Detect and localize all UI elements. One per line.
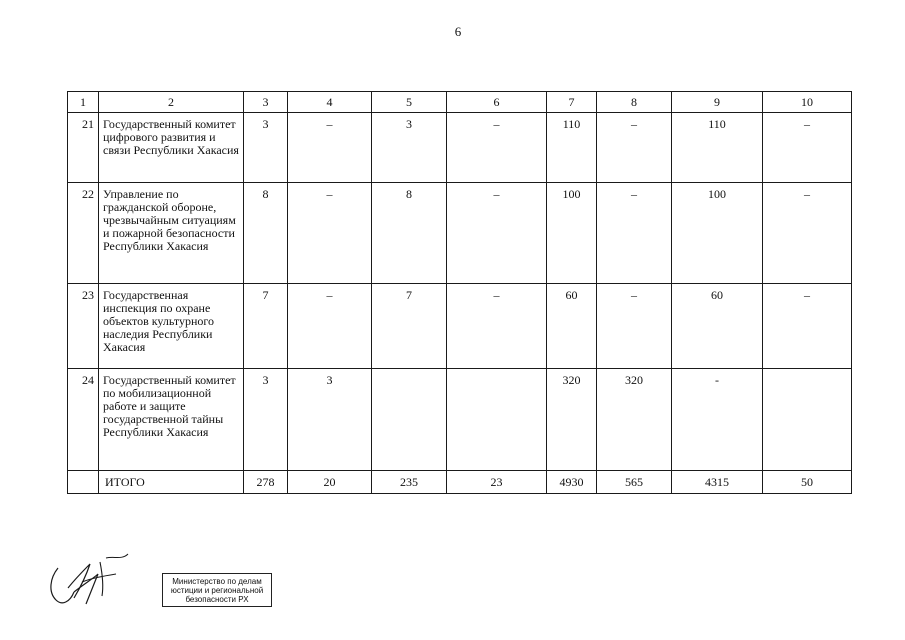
row-value: 60: [672, 284, 763, 369]
total-value: 565: [597, 471, 672, 494]
row-value: –: [447, 183, 547, 284]
total-label: ИТОГО: [99, 471, 244, 494]
row-value: [763, 369, 852, 471]
handwritten-signature: [44, 548, 134, 610]
ministry-stamp: [162, 573, 272, 607]
row-value: [447, 369, 547, 471]
row-value: –: [597, 113, 672, 183]
row-name: Государственный комитет цифрового развития и связи Республики Хакасия: [99, 113, 244, 183]
total-value: 20: [288, 471, 372, 494]
row-value: -: [672, 369, 763, 471]
row-name: Государственный комитет по мобилизационной работе и защите государственной тайны Республики Хакасия: [99, 369, 244, 471]
column-header: 4: [288, 92, 372, 113]
row-value: 110: [547, 113, 597, 183]
table-row: [68, 284, 852, 369]
row-number: 23: [68, 284, 99, 369]
column-header: 8: [597, 92, 672, 113]
row-value: 60: [547, 284, 597, 369]
column-header: 3: [244, 92, 288, 113]
total-row: [68, 471, 852, 494]
row-value: –: [288, 183, 372, 284]
column-header: 7: [547, 92, 597, 113]
row-value: [372, 369, 447, 471]
row-value: 3: [288, 369, 372, 471]
row-value: –: [288, 113, 372, 183]
row-name: Управление по гражданской обороне, чрезвычайным ситуациям и пожарной безопасности Республики Хакасия: [99, 183, 244, 284]
row-value: 320: [547, 369, 597, 471]
column-header: 10: [763, 92, 852, 113]
row-value: 100: [672, 183, 763, 284]
row-value: 8: [244, 183, 288, 284]
total-number-cell: [68, 471, 99, 494]
budget-table: [67, 91, 852, 494]
total-value: 50: [763, 471, 852, 494]
row-value: 7: [372, 284, 447, 369]
row-value: –: [288, 284, 372, 369]
table-row: [68, 113, 852, 183]
total-value: 278: [244, 471, 288, 494]
column-header: 9: [672, 92, 763, 113]
row-value: 3: [244, 113, 288, 183]
row-number: 21: [68, 113, 99, 183]
row-number: 24: [68, 369, 99, 471]
table-row: [68, 369, 852, 471]
row-value: 3: [244, 369, 288, 471]
table-row: [68, 183, 852, 284]
row-number: 22: [68, 183, 99, 284]
row-value: –: [597, 284, 672, 369]
page-number: 6: [454, 24, 462, 39]
column-header: 2: [99, 92, 244, 113]
row-value: –: [447, 113, 547, 183]
row-value: 100: [547, 183, 597, 284]
total-value: 235: [372, 471, 447, 494]
row-value: –: [763, 183, 852, 284]
row-value: 110: [672, 113, 763, 183]
row-value: –: [597, 183, 672, 284]
row-value: –: [447, 284, 547, 369]
row-value: –: [763, 113, 852, 183]
row-value: –: [763, 284, 852, 369]
row-name: Государственная инспекция по охране объектов культурного наследия Республики Хакасия: [99, 284, 244, 369]
row-value: 320: [597, 369, 672, 471]
total-value: 4930: [547, 471, 597, 494]
stamp-text: Министерство по делам юстиции и региональной безопасности РХ: [170, 577, 264, 604]
total-value: 4315: [672, 471, 763, 494]
column-header: 1: [68, 92, 99, 113]
row-value: 7: [244, 284, 288, 369]
header-row: [68, 92, 852, 113]
column-header: 6: [447, 92, 547, 113]
column-header: 5: [372, 92, 447, 113]
row-value: 3: [372, 113, 447, 183]
total-value: 23: [447, 471, 547, 494]
row-value: 8: [372, 183, 447, 284]
